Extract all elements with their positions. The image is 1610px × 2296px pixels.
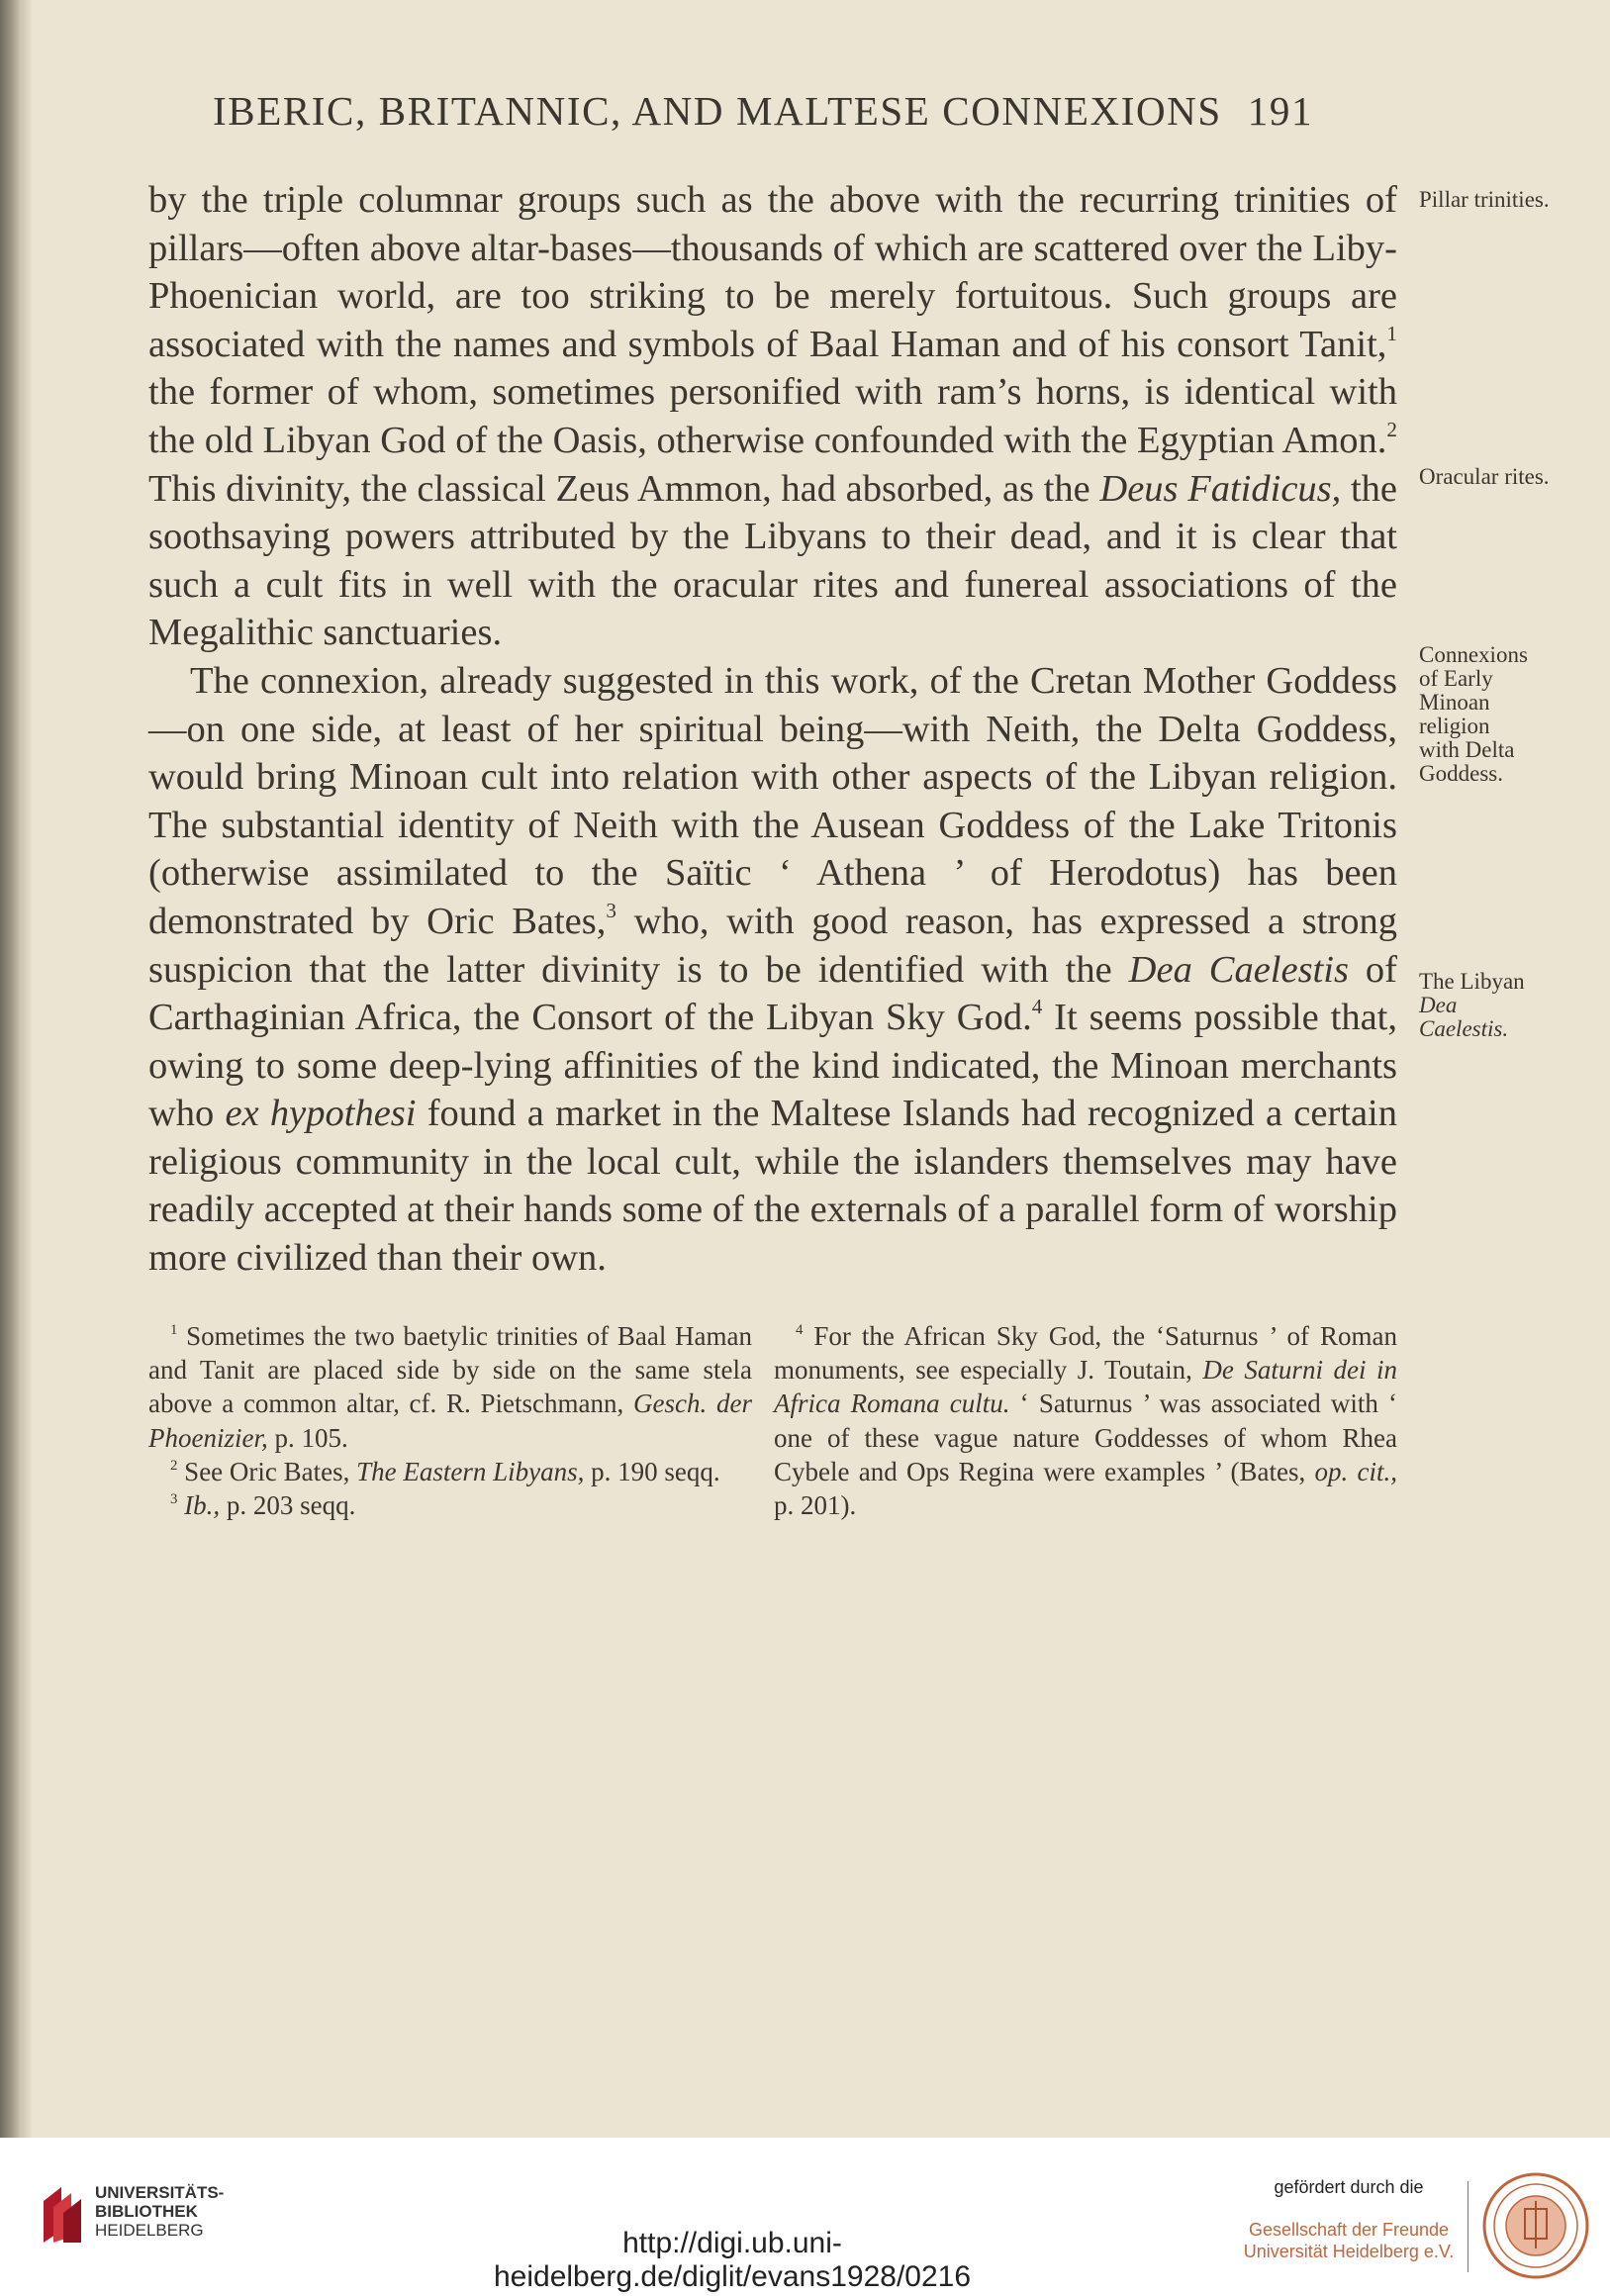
p2-italic-dea-caelestis: Dea Caelestis	[1128, 948, 1349, 991]
p1-text-b: the former of whom, sometimes personified with ram’s horns, is identical with the old Libyan God of the Oasis, otherwise confounded with the Egyptian Amon.	[148, 371, 1397, 461]
p1-text-c: This divinity, the classical Zeus Ammon, had absorbed, as the	[148, 467, 1100, 510]
footnote-1	[148, 1319, 752, 1455]
footnote-4-text-c: p. 201).	[774, 1490, 857, 1521]
footnote-3-italic: Ib.,	[184, 1490, 221, 1521]
footnote-1-text-b: p. 105.	[267, 1422, 348, 1453]
margin-note-connexions: Connexions of Early Minoan religion with Delta Goddess.	[1419, 642, 1528, 786]
society-name-line2: Universität Heidelberg e.V.	[1243, 2242, 1455, 2261]
p2-italic-ex-hypothesi: ex hypothesi	[225, 1093, 417, 1135]
p2-text-a: The connexion, already suggested in this work, of the Cretan Mother Goddess—on one side, at least of her spiritual being—with Neith, the Delta Goddess, would bring Minoan cult into relation with other aspects of the Libyan religion. The substantial identity of Neith with the Ausean Goddess of the Lake Tritonis (otherwise assimilated to the Saïtic ‘ Athena ’ of Herodotus) has been demonstrated by Oric Bates,	[148, 659, 1397, 942]
p1-italic-deus-fatidicus: Deus Fatidicus,	[1099, 467, 1342, 510]
funded-by-label: gefördert durch die	[1274, 2177, 1424, 2197]
library-name	[95, 2183, 224, 2240]
society-name	[1240, 2219, 1458, 2262]
society-name-line1: Gesellschaft der Freunde	[1248, 2220, 1450, 2240]
university-seal-icon	[1481, 2171, 1590, 2280]
library-name-line2: BIBLIOTHEK	[95, 2202, 198, 2221]
footnotes-left-column	[148, 1319, 752, 1522]
footnote-1-italic: Gesch. der Phoenizier,	[148, 1388, 752, 1453]
running-head	[213, 87, 1400, 135]
library-name-line1: UNIVERSITÄTS-	[95, 2183, 225, 2202]
footnote-2-italic: The Eastern Libyans,	[356, 1456, 585, 1486]
body-text	[148, 176, 1397, 1283]
p2-text-e: found a market in the Maltese Islands had recognized a certain religious community in the local cult, while the islanders themselves may have readily accepted at their hands some of the externals of a parallel form of worship more civilized than their own.	[148, 1093, 1397, 1280]
p2-text-c: of Carthaginian Africa, the Consort of the Libyan Sky God.	[148, 948, 1397, 1039]
footnote-4-italic-op-cit: op. cit.,	[1314, 1456, 1397, 1486]
page-number: 191	[1247, 88, 1314, 134]
margin-note-italic: Dea Caelestis.	[1419, 993, 1509, 1041]
p2-text-b: who, with good reason, has expressed a strong suspicion that the latter divinity is to be identified with the	[148, 900, 1397, 991]
footnote-4-number: 4	[796, 1321, 804, 1338]
footnote-3-number: 3	[170, 1490, 178, 1507]
margin-note-dea-caelestis	[1419, 970, 1530, 1041]
footnote-2-text-b: p. 190 seqq.	[584, 1456, 720, 1486]
margin-note-pillar-trinities: Pillar trinities.	[1419, 187, 1550, 212]
footnote-2-text-a: See Oric Bates,	[177, 1456, 357, 1486]
footnote-ref-4[interactable]: 4	[1031, 995, 1043, 1019]
library-logo-icon	[40, 2181, 87, 2247]
footnote-1-text-a: Sometimes the two baetylic trinities of Baal Haman and Tanit are placed side by side on the same stela above a common altar, cf. R. Pietschmann,	[148, 1321, 752, 1419]
footnote-ref-3[interactable]: 3	[606, 899, 616, 923]
footnote-4-text-b: ‘ Saturnus ’ was associated with ‘ one of these vague nature Goddesses of whom Rhea Cybele and Ops Regina were examples ’ (Bates,	[774, 1388, 1398, 1486]
book-spine-shadow	[0, 0, 22, 2138]
footnote-2	[148, 1455, 752, 1488]
library-name-line3: HEIDELBERG	[95, 2221, 204, 2240]
footnotes-right-column	[774, 1319, 1397, 1522]
footnote-ref-1[interactable]: 1	[1386, 321, 1397, 345]
footnote-3	[148, 1488, 752, 1522]
footnote-1-number: 1	[170, 1321, 178, 1338]
p2-text-d: It seems possible that, owing to some deep-lying affinities of the kind indicated, the Minoan merchants who	[148, 997, 1397, 1135]
footnote-4-text-a: For the African Sky God, the ‘Saturnus ’ of Roman monuments, see especially J. Toutain,	[774, 1321, 1397, 1386]
paragraph-2	[148, 657, 1397, 1283]
paragraph-1	[148, 176, 1397, 657]
book-gutter	[22, 0, 32, 2138]
permalink-url[interactable]: http://digi.ub.uni-heidelberg.de/diglit/evans1928/0216	[493, 2227, 972, 2293]
footnote-ref-2[interactable]: 2	[1386, 418, 1397, 442]
footnote-2-number: 2	[170, 1457, 178, 1474]
running-head-title: IBERIC, BRITANNIC, AND MALTESE CONNEXIONS	[213, 88, 1222, 134]
footnote-3-text-b: p. 203 seqq.	[220, 1490, 356, 1521]
p1-text-a: by the triple columnar groups such as the above with the recurring trinities of pillars—often above altar-bases—thousands of which are scattered over the Liby-Phoenician world, are too striking to be merely fortuitous. Such groups are associated with the names and symbols of Baal Haman and of his consort Tanit,	[148, 179, 1397, 365]
footnote-4-italic: De Saturni dei in Africa Romana cultu.	[774, 1355, 1397, 1419]
p1-text-d: the soothsaying powers attributed by the Libyans to their dead, and it is clear that such a cult fits in well with the oracular rites and funereal associations of the Megalithic sanctuaries.	[148, 467, 1397, 654]
margin-note-prefix: The Libyan	[1419, 969, 1525, 994]
margin-note-oracular-rites: Oracular rites.	[1419, 464, 1550, 489]
footnote-4	[774, 1319, 1397, 1522]
footer-bar	[0, 2138, 1610, 2296]
